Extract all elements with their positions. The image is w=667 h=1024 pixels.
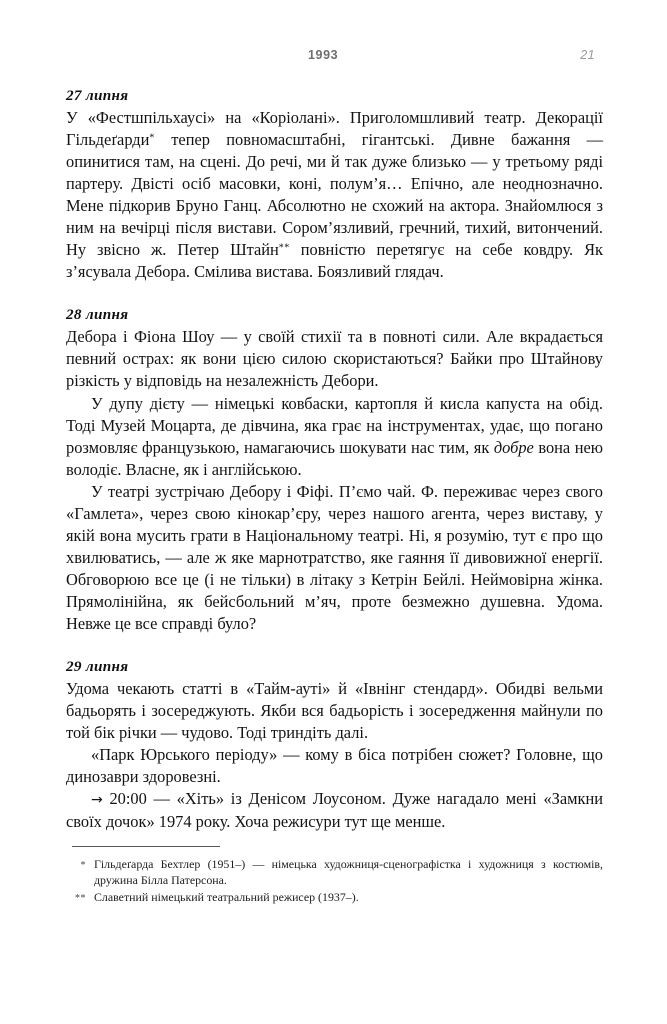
footnote-list (66, 856, 603, 908)
footnote-marker[interactable]: * (149, 132, 155, 144)
right-arrow-icon: → (91, 792, 103, 809)
body-text: вона нею володіє. Власне, як і англійською. (66, 437, 603, 479)
entry-paragraph (66, 326, 603, 392)
footnote-item (66, 856, 603, 888)
entry-paragraph (66, 678, 603, 744)
footnotes-section (66, 846, 603, 909)
footnote-item-text: Славетний німецький театральний режисер (1937–). (94, 890, 359, 905)
page-number: 21 (580, 48, 595, 62)
body-text: Дебора і Фіона Шоу — у своїй стихії та в повноті сили. Але вкрадається певний острах: як вони цією силою скористаються? Байки про Штайнову різкість у відповідь на незалежність Дебори. (66, 327, 603, 391)
text-block (66, 86, 603, 843)
entry-paragraph (66, 481, 603, 635)
footnote-item-marker: * (80, 860, 86, 871)
body-text: 20:00 — «Хіть» із Денісом Лоусоном. Дуже нагадало мені «Замкни своїх дочок» 1974 року. Хоча режисури тут ще менше. (66, 789, 603, 832)
body-text: повністю перетягує на себе ковдру. Як з’ясувала Дебора. Смілива вистава. Боязливий глядач. (66, 240, 603, 282)
footnote-item-marker: ** (75, 893, 86, 905)
diary-entry (66, 657, 603, 833)
running-head (66, 48, 601, 68)
body-text: тепер повномасштабні, гігантські. Дивне бажання — опинитися там, на сцені. До речі, ми й так дуже близько — у третьому ряді партеру. Двісті осіб масовки, коні, полум’я… Епічно, але неоднозначно. Мене підкорив Бруно Ганц. Абсолютно не схожий на актора. Знайомлюся з ним на вечірці після вистави. Сором’язливий, гречний, тихий, витончений. Ну звісно ж. Петер Штайн (66, 130, 603, 260)
footnote-separator-rule (72, 846, 220, 847)
body-text: «Парк Юрського періоду» — кому в біса потрібен сюжет? Головне, що динозаври здоровезні. (66, 745, 603, 787)
diary-entry (66, 86, 603, 283)
footnote-marker[interactable]: ** (278, 242, 290, 254)
body-text: Удома чекають статті в «Тайм-ауті» й «Івнінг стендард». Обидві вельми бадьорять і зосереджують. Якби вся бадьорість і зосередження майнули по той бік річки — чудово. Тоді триндіть далі. (66, 679, 603, 743)
footnote-item-text: Гільдеґарда Бехтлер (1951–) — німецька художниця-сценографістка і художниця з костюмів, дружина Білла Патерсона. (94, 857, 603, 888)
body-text: У дупу дієту — німецькі ковбаски, картопля й кисла капуста на обід. Тоді Музей Моцарта, де дівчина, яка грає на інструментах, удає, що погано розмовляє французькою, намагаючись шокувати нас тим, як (66, 393, 603, 457)
entry-date-heading: 28 липня (66, 306, 129, 324)
emphasis-text: добре (493, 437, 534, 457)
running-head-year: 1993 (308, 48, 339, 62)
entry-date-heading: 29 липня (66, 658, 129, 676)
entry-paragraph (66, 107, 603, 283)
entry-paragraph (66, 744, 603, 788)
entry-paragraph (66, 393, 603, 481)
entry-date-heading: 27 липня (66, 87, 129, 104)
body-text: У «Фестшпільхаусі» на «Коріолані». Приголомшливий театр. Декорації Гільдеґарди (66, 108, 603, 150)
diary-entry (66, 305, 603, 635)
body-text: У театрі зустрічаю Дебору і Фіфі. П’ємо чай. Ф. переживає через свого «Гамлета», через свою кінокар’єру, через нашого агента, через виставу, у якій вона мусить грати в Національному театрі. Ні, я розумію, тут є про що хвилюватись, — але ж яке марнотратство, яке гаяння її дивовижної енергії. Обговорюю все це (і не тільки) в літаку з Кетрін Бейлі. Неймовірна жінка. Прямолінійна, як бейсбольний м’яч, проте безмежно душевна. Удома. Невже це все справді було? (66, 481, 603, 633)
entry-paragraph (66, 788, 603, 833)
footnote-item (66, 889, 603, 907)
